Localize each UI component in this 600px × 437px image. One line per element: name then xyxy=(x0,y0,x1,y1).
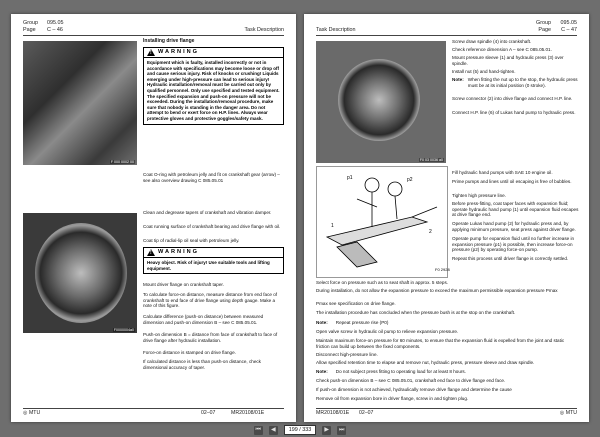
page-label: Page xyxy=(23,27,36,33)
r-para-connector: Screw connector (2) into drive flange and connect H.P. line. xyxy=(452,96,573,101)
hp-line-2 xyxy=(395,196,397,219)
note-text: Repeat pressure rise (P0) xyxy=(335,320,389,325)
r-para-check-push: Check push-on dimension B – see C 085.05.01, crankshaft end face to drive flange end face. xyxy=(316,378,506,383)
figure-caption-2: F0000004a0 xyxy=(113,328,134,332)
note-label: Note: xyxy=(316,369,328,374)
next-page-button[interactable]: ▶ xyxy=(322,426,331,435)
r-para-install-nut: Install nut (5) and hand-tighten. xyxy=(452,69,516,74)
r-note-1 xyxy=(452,77,580,88)
para-mount-flange: Mount driver flange on crankshaft taper. xyxy=(143,282,224,287)
pressure-gauge-1 xyxy=(365,178,379,192)
group-value: 095.05 xyxy=(560,20,577,26)
left-page xyxy=(11,14,296,422)
group-label: Group xyxy=(23,20,38,26)
para-check-taper: If calculated distance is less than push-on distance, check dimensional accuracy of taper. xyxy=(143,359,261,370)
page-count-field[interactable]: 199 / 333 xyxy=(284,425,316,435)
group-value: 095.05 xyxy=(47,20,64,26)
engine-photo xyxy=(23,41,137,165)
warning-text: Equipment which is faulty, installed incorrectly or not in accordance with specifications may become loose or drop off and cause serious injury. Risk of knocks or crushing! Liquids emerging under high-pressure can lead to serious injury! Hydraulic installation/removal must be carried out only by qualified personnel. Only use specified and tested equipment. The specified expansion and push-on pressure will not be exceeded. During the installation/removal procedure, make sure that nobody is standing in the danger area. Do not attempt to bend or exert force on H.P. lines. Always wear protective gloves and protective goggles/safety mask. xyxy=(147,60,280,121)
para-stamped: Force-on distance is stamped on drive flange. xyxy=(143,350,236,355)
r-note-2 xyxy=(316,320,578,326)
r-para-disconnect: Disconnect high-pressure line. xyxy=(316,352,378,357)
footer-doc: MR20108/01E xyxy=(231,410,265,416)
flange-disc xyxy=(35,223,127,323)
caution-text: Heavy object. Risk of injury! Use suitable tools and lifting equipment. xyxy=(147,260,270,271)
pump-handle xyxy=(412,207,437,217)
r-para-operate-pump: Operate pump for expansion fluid until no further increase in expansion pressure (p1) is possible, then increase force-on pressure (p2) by operating force-on pump. xyxy=(452,236,575,253)
footer-rule xyxy=(23,408,284,409)
figure-caption-2: F0 2928 xyxy=(435,267,450,272)
footer-date: 02–07 xyxy=(359,410,374,416)
r-para-fill-pumps: Fill hydraulic hand pumps with SAE 10 engine oil. xyxy=(452,170,553,175)
pump-diagram-svg xyxy=(317,167,450,277)
warning-triangle-icon xyxy=(147,249,155,256)
note-label: Note: xyxy=(316,320,328,325)
r-para-connect-hp: Connect H.P. line (6) of Lukas hand pump to hydraulic press. xyxy=(452,110,576,115)
r-para-concluded: The installation procedure has concluded when the pressure bush is at the stop on the crankshaft. xyxy=(316,310,516,315)
r-para-tighten: Tighten high pressure line. xyxy=(452,193,506,198)
warning-header xyxy=(144,48,283,58)
header-rule xyxy=(23,35,284,36)
pump-base xyxy=(337,242,377,267)
label-2: 2 xyxy=(429,229,432,235)
caution-word: WARNING xyxy=(158,248,200,255)
prev-page-button[interactable]: ◀ xyxy=(269,426,278,435)
page-label: Page xyxy=(538,27,551,33)
caution-box xyxy=(143,247,284,274)
r-para-mount-sleeve: Mount pressure sleeve (1) and hydraulic press (3) over spindle. xyxy=(452,55,564,66)
footer-logo: ◎ MTU xyxy=(23,410,41,416)
footer-doc: MR20108/01E xyxy=(316,410,350,416)
label-1: 1 xyxy=(331,223,334,229)
note-text: When fitting the nut up to the stop, the hydraulic press must be at its initial position (0 stroke). xyxy=(467,77,578,88)
r-para-prime: Prime pumps and lines until oil escaping is free of bubbles. xyxy=(452,179,572,184)
figure-caption: F0 03 0036 a0 xyxy=(419,158,443,162)
footer-rule xyxy=(316,408,577,409)
para-coat-running: Coat running surface of crankshaft bearing and drive flange with oil. xyxy=(143,224,281,229)
right-page xyxy=(304,14,589,422)
r-para-before-press: Before press-fitting, coat taper faces with expansion fluid; operate hydraulic hand pump (1) until expansion fluid escapes at drive flange end. xyxy=(452,201,579,218)
para-calc-diff: Calculate difference (push-on distance) between measured dimension and push-on dimension B – see C 085.05.01. xyxy=(143,314,264,325)
note-text: Do not subject press fitting to operating load for at least 8 hours. xyxy=(335,369,466,374)
r-para-during-install: During installation, do not allow the expansion pressure to exceed the maximum permissible expansion pressure Pmax xyxy=(316,288,558,293)
r-para-repeat: Repeat this process until driver flange is correctly settled. xyxy=(452,256,569,261)
figure-caption: F 000 0002 00 xyxy=(110,160,134,164)
pump-body xyxy=(327,217,427,245)
warning-triangle-icon xyxy=(147,49,155,56)
page-value: C – 46 xyxy=(47,27,63,33)
para-oring: Coat O-ring with petroleum jelly and fit on crankshaft gear (arrow) – see also overview drawing C 085.05.01 xyxy=(143,172,280,183)
r-para-remove-oil: Remove oil from expansion bore in driver flange, screw in and tighten plug. xyxy=(316,396,469,401)
r-para-maintain: Maintain maximum force-on pressure for 60 minutes, to ensure that the expansion fluid is expelled from the joint and static friction can build up between the fixed components. xyxy=(316,338,565,349)
para-calc-force: To calculate force-on distance, measure distance from end face of crankshaft to end face of drive flange using depth gauge. Make a note of this figure. xyxy=(143,292,278,309)
flange-photo xyxy=(23,213,137,333)
footer-logo: ◎ MTU xyxy=(559,410,577,416)
note-label: Note: xyxy=(452,77,464,82)
r-para-retention: Allow specified retention time to elapse and remove nut, hydraulic press, pressure sleeve and draw spindle. xyxy=(316,360,535,365)
page-value: C – 47 xyxy=(561,27,577,33)
warning-box xyxy=(143,47,284,125)
r-para-open-valve: Open valve screw in hydraulic oil pump to relieve expansion pressure. xyxy=(316,329,459,334)
r-para-draw-spindle: Screw draw spindle (4) into crankshaft. xyxy=(452,39,532,44)
press-disc xyxy=(338,59,420,141)
first-page-button[interactable]: ⏮ xyxy=(255,426,261,433)
r-para-not-achieved: If push-on dimension is not achieved, hydraulically remove drive flange and determine the cause xyxy=(316,387,512,392)
label-p1: p1 xyxy=(347,175,353,181)
pump-lever xyxy=(357,199,377,207)
r-para-select-force: Select force on pressure such as to seat shaft in approx. 5 steps. xyxy=(316,280,449,285)
last-page-button[interactable]: ⏭ xyxy=(339,426,345,433)
para-coat-tip: Coat tip of radial-lip oil seal with petroleum jelly. xyxy=(143,238,240,243)
r-para-operate-lukas: Operate Lukas hand pump (2) for hydraulic press and, by applying minimum pressure, seat press against driver flange. xyxy=(452,221,576,232)
header-title: Task Description xyxy=(244,27,284,33)
caution-header xyxy=(144,248,283,258)
viewer-toolbar xyxy=(0,423,600,437)
r-para-pmax: Pmax see specification on drive flange. xyxy=(316,301,396,306)
group-label: Group xyxy=(536,20,551,26)
warning-word: WARNING xyxy=(158,48,200,55)
para-clean: Clean and degrease tapers of crankshaft and vibration damper. xyxy=(143,210,272,215)
r-para-check-ref: Check reference dimension A – see C 085.05.01. xyxy=(452,47,552,52)
footer-date: 02–07 xyxy=(201,410,216,416)
header-rule xyxy=(316,35,577,36)
para-push-on: Push-on dimension B = distance from face of crankshaft to face of drive flange after hydraulic installation. xyxy=(143,332,278,343)
pressure-gauge-2 xyxy=(388,182,402,196)
pump-diagram xyxy=(316,166,448,278)
section-title: Installing drive flange xyxy=(143,38,195,44)
press-photo xyxy=(316,41,446,163)
label-p2: p2 xyxy=(407,177,413,183)
header-title: Task Description xyxy=(316,27,356,33)
r-note-3 xyxy=(316,369,578,375)
